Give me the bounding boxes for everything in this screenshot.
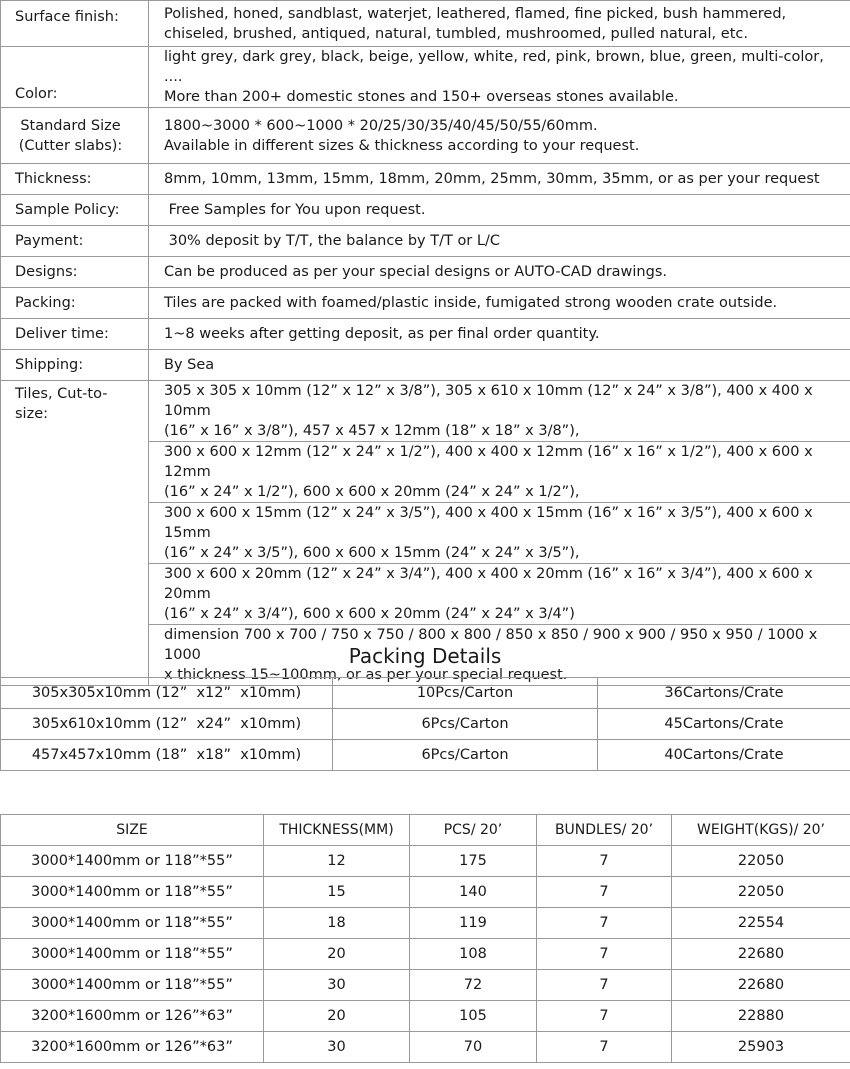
spec-label: Tiles, Cut-to-size: [1,381,149,686]
slab-thickness-cell: 30 [264,970,410,1001]
spec-value-line: More than 200+ domestic stones and 150+ overseas stones available. [164,89,679,105]
slab-size-cell: 3000*1400mm or 118”*55” [1,970,264,1001]
spec-row-packing [1,288,850,319]
slab-thickness-cell: 30 [264,1032,410,1063]
spec-value: 30% deposit by T/T, the balance by T/T or L/C [149,226,850,257]
spec-value-line: 1800~3000 * 600~1000 * 20/25/30/35/40/45/50/55/60mm. [164,117,598,134]
spec-row-tiles-1 [1,381,850,442]
slab-bundles-cell: 7 [537,877,672,908]
slab-pcs-cell: 140 [410,877,537,908]
spec-label-line: (Cutter slabs): [18,137,123,154]
tile-size-line: x thickness 15~100mm, or as per your special request. [164,667,568,683]
spec-value-line: light grey, dark grey, black, beige, yellow, white, red, pink, brown, blue, green, multi-color, .... [164,49,824,85]
spec-value: 8mm, 10mm, 13mm, 15mm, 18mm, 20mm, 25mm, 30mm, 35mm, or as per your request [149,164,850,195]
spec-row-surface-finish [1,1,850,47]
spec-label: Shipping: [1,350,149,381]
packing-cartons-cell: 45Cartons/Crate [598,709,850,740]
slab-bundles-cell: 7 [537,1001,672,1032]
packing-size-cell: 305x610x10mm (12” x24” x10mm) [1,709,333,740]
spec-label-line: Standard Size [20,117,121,134]
spec-label: Payment: [1,226,149,257]
tile-size-line: 300 x 600 x 15mm (12” x 24” x 3/5”), 400 x 400 x 15mm (16” x 16” x 3/5”), 400 x 600 x 15mm [164,505,813,541]
table-row [1,877,850,908]
packing-row [1,678,850,709]
slab-weight-cell: 22554 [672,908,850,939]
tile-size-line: dimension 700 x 700 / 750 x 750 / 800 x 800 / 850 x 850 / 900 x 900 / 950 x 950 / 1000 x 1000 [164,627,818,663]
table-row [1,1032,850,1063]
spec-label: Deliver time: [1,319,149,350]
spec-label: Color: [1,47,149,108]
slab-weight-cell: 25903 [672,1032,850,1063]
spec-row-sample-policy [1,195,850,226]
slab-header-row [1,815,850,846]
tile-size-line: 305 x 305 x 10mm (12” x 12” x 3/8”), 305 x 610 x 10mm (12” x 24” x 3/8”), 400 x 400 x 10mm [164,383,813,419]
table-row [1,846,850,877]
spec-label: Thickness: [1,164,149,195]
packing-size-cell: 305x305x10mm (12” x12” x10mm) [1,678,333,709]
slab-bundles-cell: 7 [537,970,672,1001]
spec-row-payment [1,226,850,257]
tile-size-block [149,442,850,503]
slab-bundles-cell: 7 [537,846,672,877]
spec-label: Sample Policy: [1,195,149,226]
column-header-pcs: PCS/ 20’ [410,815,537,846]
spec-row-standard-size [1,108,850,164]
spec-value: Free Samples for You upon request. [149,195,850,226]
table-row [1,908,850,939]
slab-thickness-cell: 20 [264,1001,410,1032]
slab-pcs-cell: 72 [410,970,537,1001]
slab-size-cell: 3200*1600mm or 126”*63” [1,1032,264,1063]
slab-pcs-cell: 108 [410,939,537,970]
spec-label: Designs: [1,257,149,288]
spec-value: Can be produced as per your special designs or AUTO-CAD drawings. [149,257,850,288]
slab-thickness-cell: 15 [264,877,410,908]
slab-weight-cell: 22050 [672,846,850,877]
slab-weight-cell: 22880 [672,1001,850,1032]
spec-value [149,108,850,164]
spec-value-line: Polished, honed, sandblast, waterjet, leathered, flamed, fine picked, bush hammered, [164,5,787,22]
spec-row-shipping [1,350,850,381]
tile-size-line: 300 x 600 x 20mm (12” x 24” x 3/4”), 400 x 400 x 20mm (16” x 16” x 3/4”), 400 x 600 x 20mm [164,566,813,602]
spec-value-line: chiseled, brushed, antiqued, natural, tumbled, mushroomed, pulled natural, etc. [164,25,748,42]
column-header-thickness: THICKNESS(MM) [264,815,410,846]
packing-cartons-cell: 40Cartons/Crate [598,740,850,771]
slab-size-cell: 3000*1400mm or 118”*55” [1,908,264,939]
spec-value: By Sea [149,350,850,381]
tile-size-line: (16” x 16” x 3/8”), 457 x 457 x 12mm (18” x 18” x 3/8”), [164,423,580,439]
slab-pcs-cell: 175 [410,846,537,877]
spec-value: 1~8 weeks after getting deposit, as per final order quantity. [149,319,850,350]
spec-label: Surface finish: [1,1,149,47]
spec-row-color [1,47,850,108]
spec-value [149,47,850,108]
packing-size-cell: 457x457x10mm (18” x18” x10mm) [1,740,333,771]
spec-label: Packing: [1,288,149,319]
column-header-bundles: BUNDLES/ 20’ [537,815,672,846]
slab-size-cell: 3000*1400mm or 118”*55” [1,877,264,908]
slab-bundles-cell: 7 [537,1032,672,1063]
column-header-weight: WEIGHT(KGS)/ 20’ [672,815,850,846]
spec-value-line: Available in different sizes & thickness according to your request. [164,137,640,154]
slab-size-cell: 3000*1400mm or 118”*55” [1,846,264,877]
packing-pcs-cell: 10Pcs/Carton [333,678,598,709]
tile-size-line: (16” x 24” x 1/2”), 600 x 600 x 20mm (24” x 24” x 1/2”), [164,484,580,500]
slab-pcs-cell: 70 [410,1032,537,1063]
tile-size-block [149,381,850,442]
packing-cartons-cell: 36Cartons/Crate [598,678,850,709]
spec-row-designs [1,257,850,288]
spec-label [1,108,149,164]
slab-pcs-cell: 105 [410,1001,537,1032]
packing-details-table [0,677,850,771]
spec-value [149,1,850,47]
slab-thickness-cell: 20 [264,939,410,970]
tile-size-block [149,503,850,564]
packing-pcs-cell: 6Pcs/Carton [333,740,598,771]
tile-size-line: (16” x 24” x 3/5”), 600 x 600 x 15mm (24” x 24” x 3/5”), [164,545,580,561]
table-row [1,970,850,1001]
table-row [1,939,850,970]
slab-weight-cell: 22050 [672,877,850,908]
tile-size-line: (16” x 24” x 3/4”), 600 x 600 x 20mm (24” x 24” x 3/4”) [164,606,575,622]
spec-row-thickness [1,164,850,195]
slab-weight-cell: 22680 [672,939,850,970]
slab-thickness-cell: 12 [264,846,410,877]
table-row [1,1001,850,1032]
spec-value: Tiles are packed with foamed/plastic inside, fumigated strong wooden crate outside. [149,288,850,319]
slab-pcs-cell: 119 [410,908,537,939]
slab-size-cell: 3000*1400mm or 118”*55” [1,939,264,970]
slab-thickness-cell: 18 [264,908,410,939]
slab-bundles-cell: 7 [537,939,672,970]
packing-row [1,709,850,740]
tile-size-block [149,564,850,625]
slab-container-table [0,814,850,1063]
slab-size-cell: 3200*1600mm or 126”*63” [1,1001,264,1032]
spec-row-deliver-time [1,319,850,350]
column-header-size: SIZE [1,815,264,846]
tile-size-line: 300 x 600 x 12mm (12” x 24” x 1/2”), 400 x 400 x 12mm (16” x 16” x 1/2”), 400 x 600 x 12mm [164,444,813,480]
packing-details-title: Packing Details [348,644,502,668]
slab-bundles-cell: 7 [537,908,672,939]
packing-pcs-cell: 6Pcs/Carton [333,709,598,740]
packing-row [1,740,850,771]
slab-weight-cell: 22680 [672,970,850,1001]
